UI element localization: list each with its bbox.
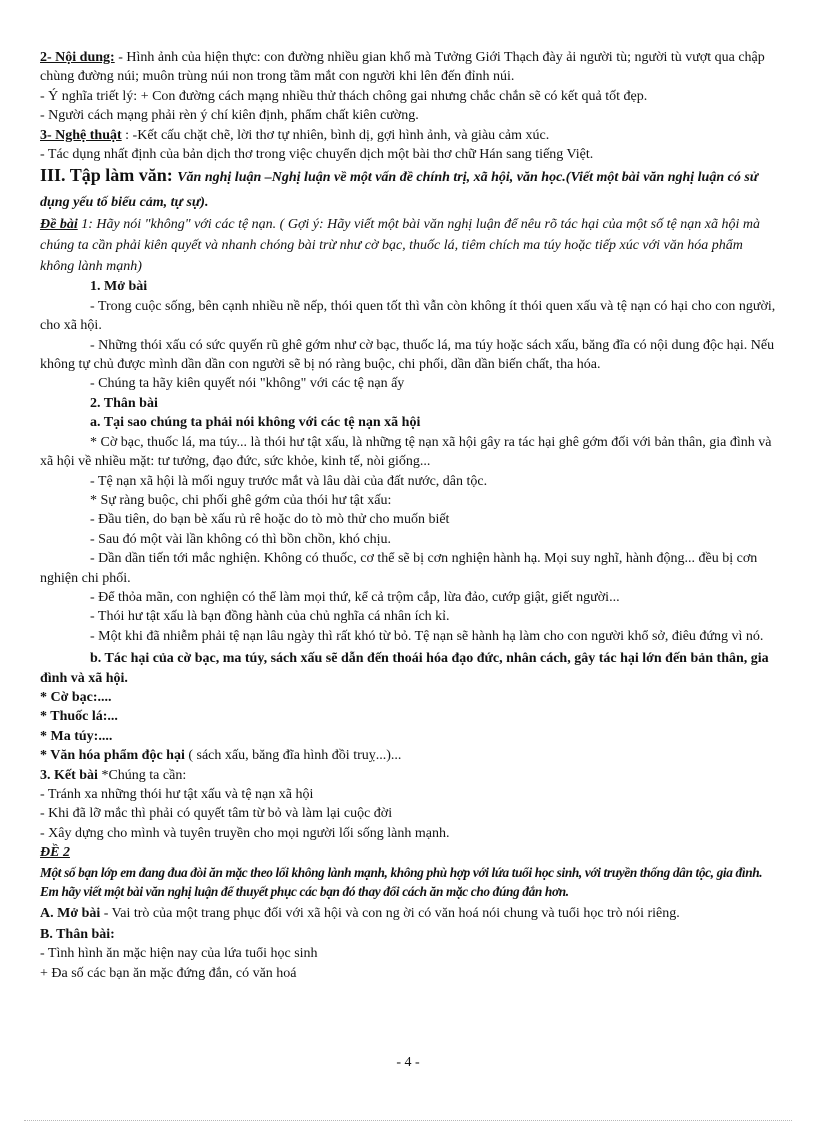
than-bai-b4 (40, 746, 776, 765)
than-bai-a2: - Tệ nạn xã hội là mối nguy trước mắt và lâu dài của đất nước, dân tộc. (90, 473, 488, 489)
than-bai-title: 2. Thân bài (90, 395, 158, 411)
section-heading-tap-lam-van (40, 164, 776, 214)
tac-dung-line: - Tác dụng nhất định của bản dịch thơ trong việc chuyển dịch một bài thơ chữ Hán sang tiếng Việt. (40, 147, 594, 163)
than-bai-a8: - Thói hư tật xấu là bạn đồng hành của chủ nghĩa cá nhân ích kỉ. (90, 609, 450, 625)
page-bottom-divider (24, 1120, 792, 1121)
than-bai-a6: - Dần dần tiến tới mắc nghiện. Không có thuốc, cơ thể sẽ bị cơn nghiện hành hạ. Mọi suy nghĩ, hành động... đều bị cơn nghiện chi phối. (40, 551, 758, 586)
de-2-mo-bai-label: A. Mở bài (40, 905, 101, 921)
van-hoa-pham-label: * Văn hóa phẩm độc hại (40, 748, 185, 764)
de-2-mo-bai-text: - Vai trò của một trang phục đối với xã hội và con ng ời có văn hoá nói chung và tuổi học trò nói riêng. (100, 905, 680, 921)
ket-bai-k2: - Khi đã lỡ mắc thì phải có quyết tâm từ bỏ và làm lại cuộc đời (40, 806, 393, 822)
de-bai-1-paragraph (40, 214, 776, 277)
de-bai-text: 1: Hãy nói "không" với các tệ nạn. ( Gợi ý: Hãy viết một bài văn nghị luận để nêu rõ tác hại của một số tệ nạn xã hội mà chúng ta cần phải kiên quyết và nhanh chóng bài trừ như cờ bạc, thuốc lá, tiêm chích ma túy hoặc tiếp xúc với văn hóa phẩm không lành mạnh) (40, 217, 760, 275)
document-page (40, 48, 776, 983)
than-bai-a5: - Sau đó một vài lần không có thì bồn chồn, khó chịu. (90, 531, 391, 547)
than-bai-b-title: b. Tác hại của cờ bạc, ma túy, sách xấu sẽ dẫn đến thoái hóa đạo đức, nhân cách, gây tác hại lớn đến bản thân, gia đình và xã hội. (40, 651, 769, 686)
de-2-than-bai-b2: + Đa số các bạn ăn mặc đứng đắn, có văn hoá (40, 965, 297, 981)
de-2-mo-bai (40, 904, 776, 923)
than-bai-b1: * Cờ bạc:.... (40, 689, 112, 705)
nghe-thuat-label: 3- Nghệ thuật (40, 127, 122, 143)
de-2-prompt: Một số bạn lớp em đang đua đòi ăn mặc theo lối không lành mạnh, không phù hợp với lứa tuổi học sinh, với truyền thống dân tộc, gia đình. Em hãy viết một bài văn nghị luận để thuyết phục các bạn đó thay đổi cách ăn mặc cho đúng đắn hơn. (40, 864, 763, 899)
ket-bai-k3: - Xây dựng cho mình và tuyên truyền cho mọi người lối sống lành mạnh. (40, 825, 450, 841)
de-2-label: ĐỀ 2 (40, 845, 70, 861)
than-bai-a1: * Cờ bạc, thuốc lá, ma túy... là thói hư tật xấu, là những tệ nạn xã hội gây ra tác hại ghê gớm đối với bản thân, gia đình và xã hội về nhiều mặt: tư tưởng, đạo đức, sức khỏe, kinh tế, nòi giống... (40, 434, 772, 470)
de-2-than-bai-b1: - Tình hình ăn mặc hiện nay của lứa tuổi học sinh (40, 946, 318, 962)
than-bai-a4: - Đầu tiên, do bạn bè xấu rủ rê hoặc do tò mò thử cho muốn biết (90, 512, 450, 528)
nghe-thuat-text: : -Kết cấu chặt chẽ, lời thơ tự nhiên, bình dị, gợi hình ảnh, và giàu cảm xúc. (121, 127, 550, 143)
mo-bai-title: 1. Mở bài (90, 279, 148, 295)
y-nghia-line: - Ý nghĩa triết lý: + Con đường cách mạng nhiều thử thách chông gai nhưng chắc chắn sẽ có kết quả tốt đẹp. (40, 88, 648, 104)
than-bai-b3: * Ma túy:.... (40, 728, 113, 744)
noi-dung-label: 2- Nội dung: (40, 50, 115, 65)
de-bai-label: Đề bài (40, 217, 78, 233)
section-heading-subtitle: Văn nghị luận –Nghị luận về một vấn đề chính trị, xã hội, văn học.(Viết một bài văn nghị luận có sử dụng yếu tố biểu cảm, tự sự). (40, 170, 759, 211)
de-2-than-bai-label: B. Thân bài: (40, 927, 115, 943)
than-bai-b2: * Thuốc lá:... (40, 709, 118, 725)
noi-dung-text: - Hình ảnh của hiện thực: con đường nhiều gian khổ mà Tưởng Giới Thạch đày ải người tù; người tù vượt qua chập chùng đường núi; muôn trùng núi non trong tầm mắt con người khi lên đến đỉnh núi. (40, 50, 765, 85)
than-bai-a-title: a. Tại sao chúng ta phải nói không với các tệ nạn xã hội (90, 415, 421, 431)
mo-bai-p1: - Trong cuộc sống, bên cạnh nhiều nề nếp, thói quen tốt thì vẫn còn không ít thói quen xấu và tệ nạn có hại cho con người, cho xã hội. (40, 298, 776, 334)
than-bai-a9: - Một khi đã nhiễm phải tệ nạn lâu ngày thì rất khó từ bỏ. Tệ nạn sẽ hành hạ làm cho con người khổ sở, điêu đứng vì nó. (90, 628, 764, 644)
nghe-thuat-paragraph (40, 126, 776, 145)
section-heading-label: III. Tập làm văn: (40, 165, 178, 186)
mo-bai-p2: - Những thói xấu có sức quyến rũ ghê gớm như cờ bạc, thuốc lá, ma túy hoặc sách xấu, băng đĩa có nội dung độc hại. Nếu không tự chủ được mình dần dần con người sẽ bị nó ràng buộc, chi phối, dần dần biến chất, tha hóa. (40, 337, 775, 373)
noi-dung-paragraph (40, 48, 776, 87)
van-hoa-pham-text: ( sách xấu, băng đĩa hình đồi truỵ...)... (184, 748, 402, 764)
nguoi-cach-mang-line: - Người cách mạng phải rèn ý chí kiên định, phẩm chất kiên cường. (40, 108, 419, 124)
page-number: - 4 - (396, 1055, 420, 1070)
mo-bai-p3: - Chúng ta hãy kiên quyết nói "không" với các tệ nạn ấy (90, 376, 405, 392)
ket-bai-intro: *Chúng ta cần: (97, 767, 187, 783)
ket-bai-title: 3. Kết bài (40, 767, 98, 783)
ket-bai-k1: - Tránh xa những thói hư tật xấu và tệ nạn xã hội (40, 787, 314, 802)
than-bai-a7: - Để thỏa mãn, con nghiện có thể làm mọi thứ, kể cả trộm cắp, lừa đảo, cướp giật, giết người... (90, 589, 620, 605)
ket-bai-heading (40, 766, 776, 785)
than-bai-a3: * Sự ràng buộc, chi phối ghê gớm của thói hư tật xấu: (90, 492, 392, 508)
